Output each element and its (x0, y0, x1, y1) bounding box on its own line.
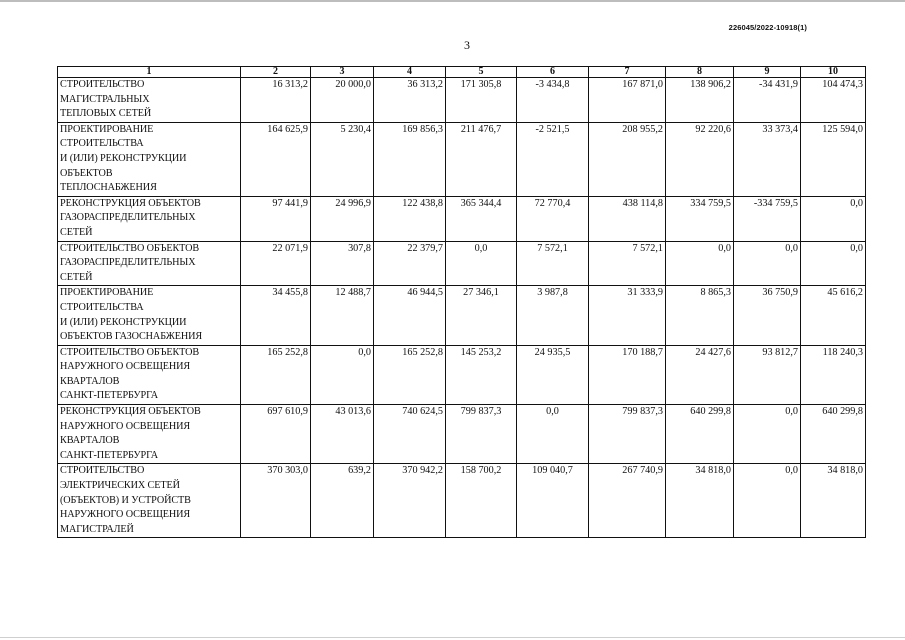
table-row (58, 241, 866, 286)
value-cell-col-10: 0,0 (801, 241, 866, 286)
value-cell-col-3: 0,0 (311, 345, 374, 404)
row-title-line: ТЕПЛОВЫХ СЕТЕЙ (60, 108, 152, 120)
document-number: 226045/2022-10918(1) (728, 23, 807, 32)
row-title-line: СТРОИТЕЛЬСТВО ОБЪЕКТОВ (60, 242, 200, 254)
value-cell-col-3: 639,2 (311, 464, 374, 538)
value-cell-col-6: 7 572,1 (517, 241, 589, 286)
value-cell-col-9: -34 431,9 (734, 78, 801, 123)
value-cell-col-2: 97 441,9 (241, 196, 311, 241)
table-row (58, 286, 866, 345)
value-cell-col-10: 45 616,2 (801, 286, 866, 345)
column-header: 7 (589, 67, 666, 78)
value-cell-col-4: 46 944,5 (374, 286, 446, 345)
value-cell-col-8: 640 299,8 (666, 405, 734, 464)
row-title-line: СТРОИТЕЛЬСТВА (60, 301, 144, 313)
value-cell-col-2: 164 625,9 (241, 122, 311, 196)
value-cell-col-8: 0,0 (666, 241, 734, 286)
row-title-cell (58, 286, 241, 345)
value-cell-col-5: 171 305,8 (446, 78, 517, 123)
row-title-cell (58, 241, 241, 286)
column-header: 1 (58, 67, 241, 78)
column-header: 4 (374, 67, 446, 78)
row-title-line: (ОБЪЕКТОВ) И УСТРОЙСТВ (60, 494, 191, 506)
row-title-line: САНКТ-ПЕТЕРБУРГА (60, 449, 159, 461)
table-row (58, 464, 866, 538)
value-cell-col-5: 211 476,7 (446, 122, 517, 196)
value-cell-col-3: 5 230,4 (311, 122, 374, 196)
row-title-line: ПРОЕКТИРОВАНИЕ (60, 123, 154, 135)
row-title-line: НАРУЖНОГО ОСВЕЩЕНИЯ (60, 420, 191, 432)
row-title-cell (58, 464, 241, 538)
row-title-line: ТЕПЛОСНАБЖЕНИЯ (60, 182, 157, 194)
value-cell-col-3: 12 488,7 (311, 286, 374, 345)
value-cell-col-10: 118 240,3 (801, 345, 866, 404)
row-title-line: ОБЪЕКТОВ ГАЗОСНАБЖЕНИЯ (60, 331, 203, 343)
row-title-line: КВАРТАЛОВ (60, 435, 120, 447)
row-title-line: И (ИЛИ) РЕКОНСТРУКЦИИ (60, 152, 187, 164)
value-cell-col-8: 24 427,6 (666, 345, 734, 404)
value-cell-col-6: 24 935,5 (517, 345, 589, 404)
table-row (58, 196, 866, 241)
column-header: 6 (517, 67, 589, 78)
value-cell-col-9: 0,0 (734, 405, 801, 464)
value-cell-col-6: 3 987,8 (517, 286, 589, 345)
column-header: 2 (241, 67, 311, 78)
value-cell-col-9: 33 373,4 (734, 122, 801, 196)
value-cell-col-5: 799 837,3 (446, 405, 517, 464)
row-title-line: РЕКОНСТРУКЦИЯ ОБЪЕКТОВ (60, 406, 201, 418)
value-cell-col-2: 165 252,8 (241, 345, 311, 404)
table-body (58, 78, 866, 538)
row-title-line: СТРОИТЕЛЬСТВО (60, 79, 145, 90)
value-cell-col-10: 125 594,0 (801, 122, 866, 196)
budget-table (57, 66, 866, 538)
value-cell-col-7: 31 333,9 (589, 286, 666, 345)
table-row (58, 122, 866, 196)
value-cell-col-5: 0,0 (446, 241, 517, 286)
value-cell-col-2: 22 071,9 (241, 241, 311, 286)
row-title-line: СТРОИТЕЛЬСТВА (60, 138, 144, 150)
value-cell-col-8: 34 818,0 (666, 464, 734, 538)
row-title-line: СЕТЕЙ (60, 271, 93, 283)
top-scan-border (0, 0, 905, 2)
value-cell-col-8: 92 220,6 (666, 122, 734, 196)
value-cell-col-4: 169 856,3 (374, 122, 446, 196)
row-title-cell (58, 122, 241, 196)
value-cell-col-8: 8 865,3 (666, 286, 734, 345)
table-row (58, 405, 866, 464)
row-title-line: САНКТ-ПЕТЕРБУРГА (60, 390, 159, 402)
value-cell-col-9: 36 750,9 (734, 286, 801, 345)
value-cell-col-10: 640 299,8 (801, 405, 866, 464)
value-cell-col-5: 145 253,2 (446, 345, 517, 404)
value-cell-col-9: 93 812,7 (734, 345, 801, 404)
value-cell-col-7: 167 871,0 (589, 78, 666, 123)
bottom-scan-border (0, 637, 905, 638)
row-title-cell (58, 196, 241, 241)
value-cell-col-9: -334 759,5 (734, 196, 801, 241)
column-number-row (58, 67, 866, 78)
value-cell-col-4: 370 942,2 (374, 464, 446, 538)
row-title-line: НАРУЖНОГО ОСВЕЩЕНИЯ (60, 509, 191, 521)
value-cell-col-8: 334 759,5 (666, 196, 734, 241)
column-header: 10 (801, 67, 866, 78)
column-header: 3 (311, 67, 374, 78)
row-title-line: МАГИСТРАЛЕЙ (60, 523, 134, 535)
value-cell-col-4: 22 379,7 (374, 241, 446, 286)
row-title-line: ПРОЕКТИРОВАНИЕ (60, 287, 154, 299)
row-title-line: СЕТЕЙ (60, 226, 93, 238)
value-cell-col-9: 0,0 (734, 464, 801, 538)
value-cell-col-3: 43 013,6 (311, 405, 374, 464)
page-number: 3 (464, 38, 470, 52)
row-title-line: ГАЗОРАСПРЕДЕЛИТЕЛЬНЫХ (60, 212, 196, 224)
column-header: 9 (734, 67, 801, 78)
row-title-line: И (ИЛИ) РЕКОНСТРУКЦИИ (60, 316, 187, 328)
row-title-line: СТРОИТЕЛЬСТВО (60, 465, 145, 477)
value-cell-col-2: 16 313,2 (241, 78, 311, 123)
value-cell-col-8: 138 906,2 (666, 78, 734, 123)
row-title-cell (58, 78, 241, 123)
row-title-line: ГАЗОРАСПРЕДЕЛИТЕЛЬНЫХ (60, 257, 196, 269)
row-title-line: СТРОИТЕЛЬСТВО ОБЪЕКТОВ (60, 346, 200, 358)
value-cell-col-7: 799 837,3 (589, 405, 666, 464)
table-header (58, 67, 866, 78)
value-cell-col-5: 365 344,4 (446, 196, 517, 241)
row-title-line: ЭЛЕКТРИЧЕСКИХ СЕТЕЙ (60, 480, 180, 492)
value-cell-col-6: 0,0 (517, 405, 589, 464)
value-cell-col-5: 158 700,2 (446, 464, 517, 538)
value-cell-col-7: 208 955,2 (589, 122, 666, 196)
value-cell-col-6: 109 040,7 (517, 464, 589, 538)
row-title-line: МАГИСТРАЛЬНЫХ (60, 93, 150, 105)
table-row (58, 78, 866, 123)
column-header: 8 (666, 67, 734, 78)
value-cell-col-7: 438 114,8 (589, 196, 666, 241)
value-cell-col-3: 307,8 (311, 241, 374, 286)
value-cell-col-2: 34 455,8 (241, 286, 311, 345)
value-cell-col-9: 0,0 (734, 241, 801, 286)
column-header: 5 (446, 67, 517, 78)
table-row (58, 345, 866, 404)
row-title-line: НАРУЖНОГО ОСВЕЩЕНИЯ (60, 361, 191, 373)
value-cell-col-10: 104 474,3 (801, 78, 866, 123)
value-cell-col-7: 170 188,7 (589, 345, 666, 404)
value-cell-col-10: 34 818,0 (801, 464, 866, 538)
row-title-cell (58, 405, 241, 464)
row-title-line: РЕКОНСТРУКЦИЯ ОБЪЕКТОВ (60, 197, 201, 209)
value-cell-col-6: -3 434,8 (517, 78, 589, 123)
value-cell-col-4: 165 252,8 (374, 345, 446, 404)
row-title-line: ОБЪЕКТОВ (60, 167, 113, 179)
value-cell-col-6: -2 521,5 (517, 122, 589, 196)
value-cell-col-7: 7 572,1 (589, 241, 666, 286)
value-cell-col-4: 36 313,2 (374, 78, 446, 123)
row-title-cell (58, 345, 241, 404)
row-title-line: КВАРТАЛОВ (60, 375, 120, 387)
value-cell-col-2: 697 610,9 (241, 405, 311, 464)
value-cell-col-3: 20 000,0 (311, 78, 374, 123)
value-cell-col-4: 122 438,8 (374, 196, 446, 241)
value-cell-col-2: 370 303,0 (241, 464, 311, 538)
value-cell-col-5: 27 346,1 (446, 286, 517, 345)
value-cell-col-6: 72 770,4 (517, 196, 589, 241)
value-cell-col-10: 0,0 (801, 196, 866, 241)
value-cell-col-7: 267 740,9 (589, 464, 666, 538)
value-cell-col-3: 24 996,9 (311, 196, 374, 241)
value-cell-col-4: 740 624,5 (374, 405, 446, 464)
